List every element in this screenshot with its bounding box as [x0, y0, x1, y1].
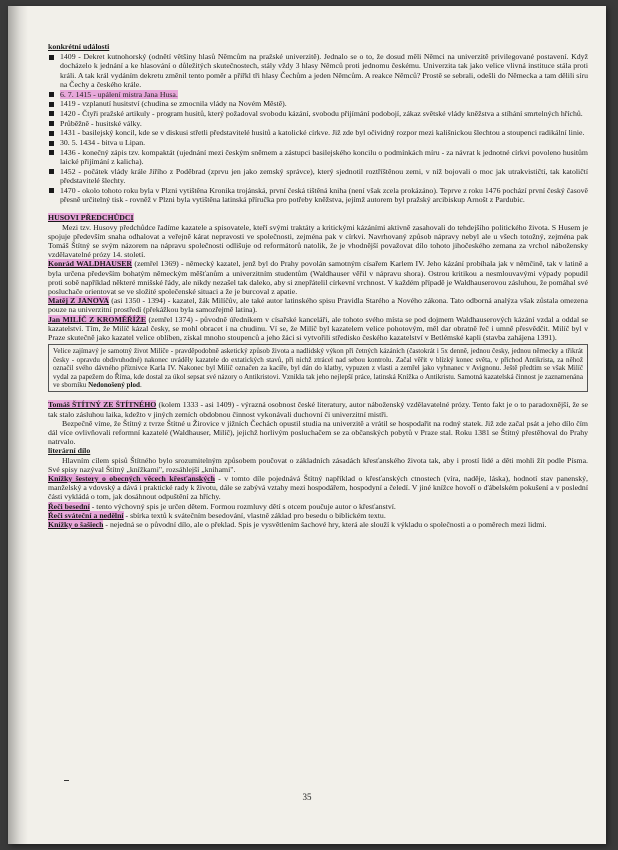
page-content [48, 42, 588, 529]
milic-paragraph: Jan MILÍČ Z KROMĚŘÍŽE (zemřel 1374) - původně úředníkem v císařské kanceláři, ale tohoto svého místa se pod dojmem Waldhauserových kázání vzdal a oddal se kazatelství. Tím, že Milíč kázal česky, se mohl obracet i na chudinu. Ví se, že Milíč byl kazatelem velice pohotovým, měl dar obratně řeč i umně přesvědčit. Milíč byl v Praze skutečně jako kazatel velice oblíben, získal mnoho stoupenců a jeho žáci si vytvořili středisko českého kazatelství v Betlémské kapli (stavba zahájena 1391). [48, 314, 588, 343]
predecessors-intro: Mezi tzv. Husovy předchůdce řadíme kazatele a spisovatele, kteří svými traktáty a kritickými kázáními aktivně zasahovali do tehdejšího politického života. S Husem je spojuje především snaha odhalovat a veřejně kárat nepravosti ve společnosti, zejména pak v církvi. Navrhovaný způsob nápravy nebyl ale u všech totožný, zejména pak Tomáš Štítný se svým názorem na nápravu společnosti odlišuje od reformátorů natolik, že je vhodnější považovat dílo tohoto jihočeského zemana za vrchol nábožensky vzdělavatelné prózy 14. století. [48, 222, 588, 260]
stitny-paragraph: Tomáš ŠTÍTNÝ ZE ŠTÍTNÉHO (kolem 1333 - asi 1409) - výrazná osobnost české literatury, autor náboženský vzdělavatelné prózy. Tento fakt je o to paradoxnější, že se tak stalo zásluhou laika, kdežto v jiných zemích obdobnou činnost vykonávali duchovní či univerzitní mistři. [48, 400, 588, 419]
events-heading: konkrétní události [48, 42, 110, 51]
book-title: Knížky šestery o obecných věcech křesťanských [48, 473, 215, 483]
book-title: Řeči sváteční a nedělní [48, 510, 124, 520]
list-item: 1420 - Čtyři pražské artikuly - program husitů, který požadoval svobodu kázání, svobodu přijímání podobojí, zákaz světské vlády kněžstva a stíhání smrtelných hříchů. [48, 109, 588, 118]
list-item [48, 90, 588, 99]
book-paragraph: Řeči sváteční a nedělní - sbírka textů k svátečním besedování, vlastně základ pro besedu o biblickém textu. [48, 510, 386, 520]
literary-work-paragraph: Hlavním cílem spisů Štítného bylo srozumitelným způsobem poučovat o základních zásadách křesťanského života tak, aby i prostí lidé a děti mohli žít podle Písma. Své spisy nazýval Štítný „knížkami", rozsáhlejší „knihami". [48, 455, 588, 474]
section-heading-predecessors: HUSOVI PŘEDCHŮDCI [48, 213, 134, 223]
list-item: 1452 - počátek vlády krále Jiřího z Poděbrad (zprvu jen jako zemský správce), který sjednotil roztříštěnou zemi, v níž bojovali o moc jak utrakvističtí, tak katoličtí představitelé šlechty. [48, 167, 588, 185]
highlighted-text: 6. 7. 1415 - upálení mistra Jana Husa. [60, 89, 178, 99]
book-title: Řeči besední [48, 501, 90, 511]
person-name: Jan MILÍČ Z KROMĚŘÍŽE [48, 314, 147, 324]
page-binding-shadow [8, 6, 28, 844]
list-item: 1436 - konečný zápis tzv. kompaktát (ujednání mezi českým sněmem a zástupci basilejského koncilu o podmínkách míru - za návrat k jednotné církvi povoleno husitům laické přijímání z kalicha). [48, 148, 588, 166]
person-name: Matěj Z JANOVA [48, 296, 110, 306]
list-item: 1409 - Dekret kutnohorský (odnětí většiny hlasů Němcům na pražské univerzitě). Jednalo se o to, že dosud měli Němci na univerzitě privilegované postavení. Když docházelo k jednání a ke hlasování o důležitých skutečnostech, stály vždy 3 hlasy Němců proti jednomu českému. Univerzita tak jako velice vlivná instituce stála proti králi. A tak král vydáním dekretu změnil tento poměr a přiřkl tři hlasy Čechům a jeden Němcům. A reakce Němců? Prostě se sebrali, odešli do Německa a tam dělili síru na Čechy a českého krále. [48, 52, 588, 89]
book-paragraph: Knížky o šašiech - nejedná se o původní dílo, ale o překlad. Spis je vysvětlením šachové hry, která ale slouží k výkladu o společnosti a o poměrech mezi lidmi. [48, 519, 547, 529]
waldhauser-paragraph: Konrád WALDHAUSER (zemřel 1369) - německý kazatel, jenž byl do Prahy povolán samotným císařem Karlem IV. Jeho kázání probíhala jak v němčině, tak v latině a byla určena především bohatým německým měšťanům a univerzitním studentům (Waldhauser věřil v nápravu shora). Ostrou kritikou a nesmlouvavými výpady popudil proti sobě například některé mnišské řády, ale nikdy nezašel tak daleko, aby si znepřátelil církevní vrchnost. V každém případě je Waldhauserovou zásluhou, že pomáhal své posluchače orientovat se ve složité společenské situaci a že je burcoval z apatie. [48, 259, 588, 297]
literary-work-heading: literární dílo [48, 446, 91, 456]
person-name: Tomáš ŠTÍTNÝ ZE ŠTÍTNÉHO [48, 400, 157, 410]
book-title: Knížky o šašiech [48, 519, 104, 529]
matej-paragraph: Matěj Z JANOVA (asi 1350 - 1394) - kazatel, žák Milíčův, ale také autor latinského spisu Pravidla Starého a Nového zákona. Tato odborná analýza však zůstala omezena pouze na univerzitní prostředí (překážkou byla samozřejmě latina). [48, 296, 588, 315]
book-paragraph: Řeči besední - tento výchovný spis je určen dětem. Formou rozmluvy dětí s otcem poučuje autor o křesťanství. [48, 501, 396, 511]
milic-info-box: Velice zajímavý je samotný život Milíče - pravděpodobně asketický způsob života a nadlidský výkon při četných kázáních (častokrát i 5x denně, jednou česky, jednou německy a třikrát česky - opravdu obdivuhodné) nakonec uváděly kazatele do extatických stavů, při nichž ztrácel nad sebou kontrolu. Začal věřit v blízký konec světa, v příchod Antikrista, za něhož označil svého dávného příznivce Karla IV. Nakonec byl Milíč označen za kacíře, byl dán do klatby, vypuzen z vlasti a zemřel jako vyhnanec v Avignonu. Ještě předtím se však Milíč vydal za papežem do Říma, kde dostal za úkol sepsat své názory o Antikristovi. Vznikla tak jeho nejlepší práce, latinská Knížka o Antikristu. Samotná kazatelská činnost je zaznamenána ve sborníku Nedonošený plod. [48, 344, 588, 392]
list-item: Průběžně - husitské války. [48, 119, 588, 128]
events-list [48, 52, 588, 204]
stitny-bio-paragraph: Bezpečně víme, že Štítný z tvrze Štítné u Žirovice v jižních Čechách opustil studia na univerzitě a vrátil se hospodařit na rodný statek. Již zde začal psát a jeho dílo čím dál více ovlivňovali reformní kazatelé (Waldhauser, Milíč), jejichž horlivým posluchačem se za občanských pobytů v Praze stal. Roku 1381 se Štítný přestěhoval do Prahy natrvalo. [48, 418, 588, 447]
list-item: 1419 - vzplanutí husitství (chudina se zmocnila vlády na Novém Městě). [48, 99, 588, 108]
list-item: 1470 - okolo tohoto roku byla v Plzni vytištěna Kronika trojánská, první česká tištěná kniha (není však zcela prokázáno). Teprve z roku 1476 pochází první český časově přesně určitelný tisk - rovněž v Plzni byla vytištěna latinská příručka pro potřeby kněžstva, jejímž autorem byl pražský arcibiskup Arnošt z Pardubic. [48, 186, 588, 204]
book-paragraph: Knížky šestery o obecných věcech křesťanských - v tomto díle pojednává Štítný například o křesťanských ctnostech (víra, naděje, láska), hodnotí stav panenský, manželský a vdovský a dává i praktické rady k životu, dále se zabývá vztahy mezi hospodářem, hospodyní a čeledí. V jiné knížce hovoří o ďábelském pokušení a v poslední části vykládá o tom, jak dosáhnout odpuštění za hříchy. [48, 473, 588, 502]
page-number: 35 [302, 792, 312, 802]
list-item: 30. 5. 1434 - bitva u Lipan. [48, 138, 588, 147]
list-item: 1431 - basilejský koncil, kde se v diskusi střetli představitelé husitů a katolické církve. Již zde byl očividný rozpor mezi kališnickou šlechtou a stoupenci radikální linie. [48, 128, 588, 137]
margin-mark [64, 780, 69, 781]
document-page [8, 6, 606, 844]
person-name: Konrád WALDHAUSER [48, 259, 133, 269]
